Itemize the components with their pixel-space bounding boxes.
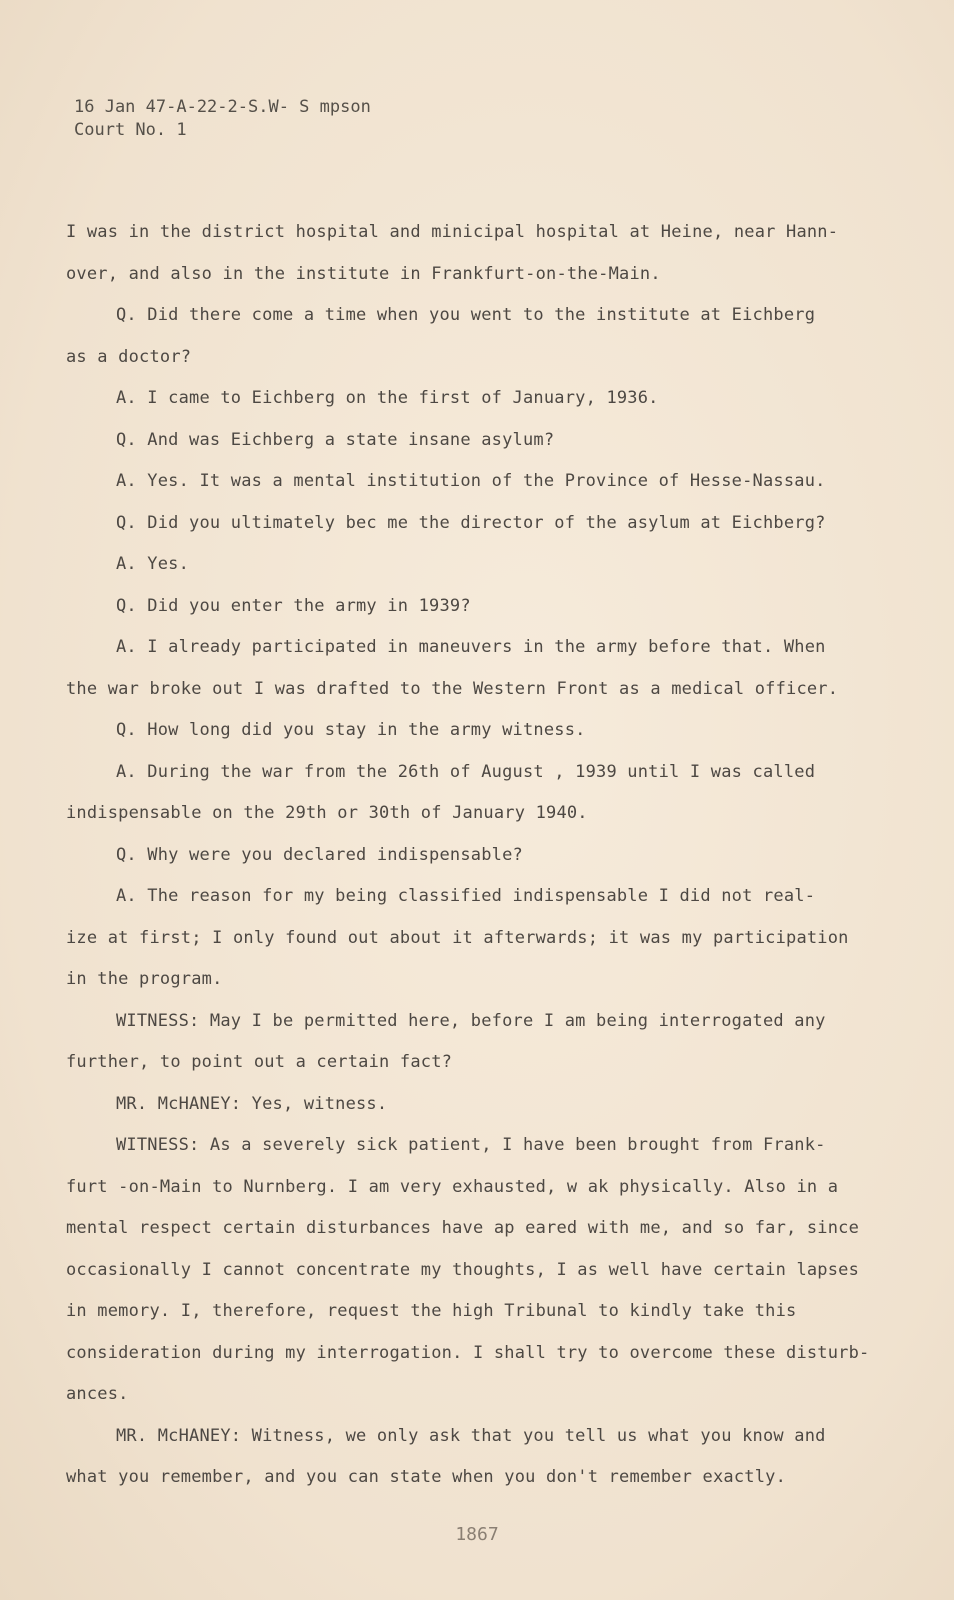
transcript-body (66, 218, 886, 1505)
transcript-line: ances. (66, 1384, 129, 1404)
header-reference-line: 16 Jan 47-A-22-2-S.W- S mpson (74, 97, 371, 117)
transcript-line: indispensable on the 29th or 30th of January 1940. (66, 803, 588, 823)
transcript-line: A. Yes. (116, 554, 190, 574)
header-court-line: Court No. 1 (74, 120, 187, 140)
transcript-line: what you remember, and you can state when you don't remember exactly. (66, 1467, 787, 1487)
transcript-line: mental respect certain disturbances have ap eared with me, and so far, since (66, 1218, 860, 1238)
transcript-line: furt -on-Main to Nurnberg. I am very exhausted, w ak physically. Also in a (66, 1176, 839, 1197)
page-number: 1867 (455, 1524, 499, 1545)
transcript-line: as a doctor? (66, 346, 192, 367)
transcript-line: the war broke out I was drafted to the Western Front as a medical officer. (66, 678, 839, 699)
transcript-line: Q. Why were you declared indispensable? (116, 844, 523, 865)
transcript-line: further, to point out a certain fact? (66, 1052, 453, 1072)
transcript-line: A. I already participated in maneuvers in the army before that. When (116, 637, 826, 657)
transcript-line: in the program. (66, 969, 223, 989)
transcript-line: consideration during my interrogation. I shall try to overcome these disturb- (66, 1342, 870, 1363)
transcript-line: Q. Did you ultimately bec me the director of the asylum at Eichberg? (116, 512, 826, 533)
transcript-line: Q. How long did you stay in the army witness. (116, 720, 586, 740)
transcript-line: A. During the war from the 26th of August , 1939 until I was called (116, 761, 816, 782)
transcript-line: over, and also in the institute in Frankfurt-on-the-Main. (66, 263, 661, 284)
transcript-line: in memory. I, therefore, request the high Tribunal to kindly take this (66, 1301, 797, 1321)
transcript-line: MR. McHANEY: Yes, witness. (116, 1093, 388, 1114)
transcript-line: WITNESS: May I be permitted here, before I am being interrogated any (116, 1010, 826, 1031)
document-header (74, 96, 371, 142)
transcript-line: I was in the district hospital and minicipal hospital at Heine, near Hann- (66, 222, 839, 242)
transcript-line: Q. And was Eichberg a state insane asylum? (116, 429, 555, 450)
transcript-line: A. The reason for my being classified indispensable I did not real- (116, 886, 816, 906)
transcript-line: MR. McHANEY: Witness, we only ask that you tell us what you know and (116, 1425, 826, 1446)
transcript-line: Q. Did you enter the army in 1939? (116, 595, 471, 616)
transcript-line: WITNESS: As a severely sick patient, I have been brought from Frank- (116, 1135, 826, 1155)
transcript-line: occasionally I cannot concentrate my thoughts, I as well have certain lapses (66, 1259, 860, 1280)
transcript-line: A. I came to Eichberg on the first of January, 1936. (116, 388, 659, 408)
transcript-line: Q. Did there come a time when you went to the institute at Eichberg (116, 305, 816, 325)
transcript-line: A. Yes. It was a mental institution of the Province of Hesse-Nassau. (116, 471, 826, 491)
transcript-line: ize at first; I only found out about it afterwards; it was my participation (66, 927, 849, 948)
